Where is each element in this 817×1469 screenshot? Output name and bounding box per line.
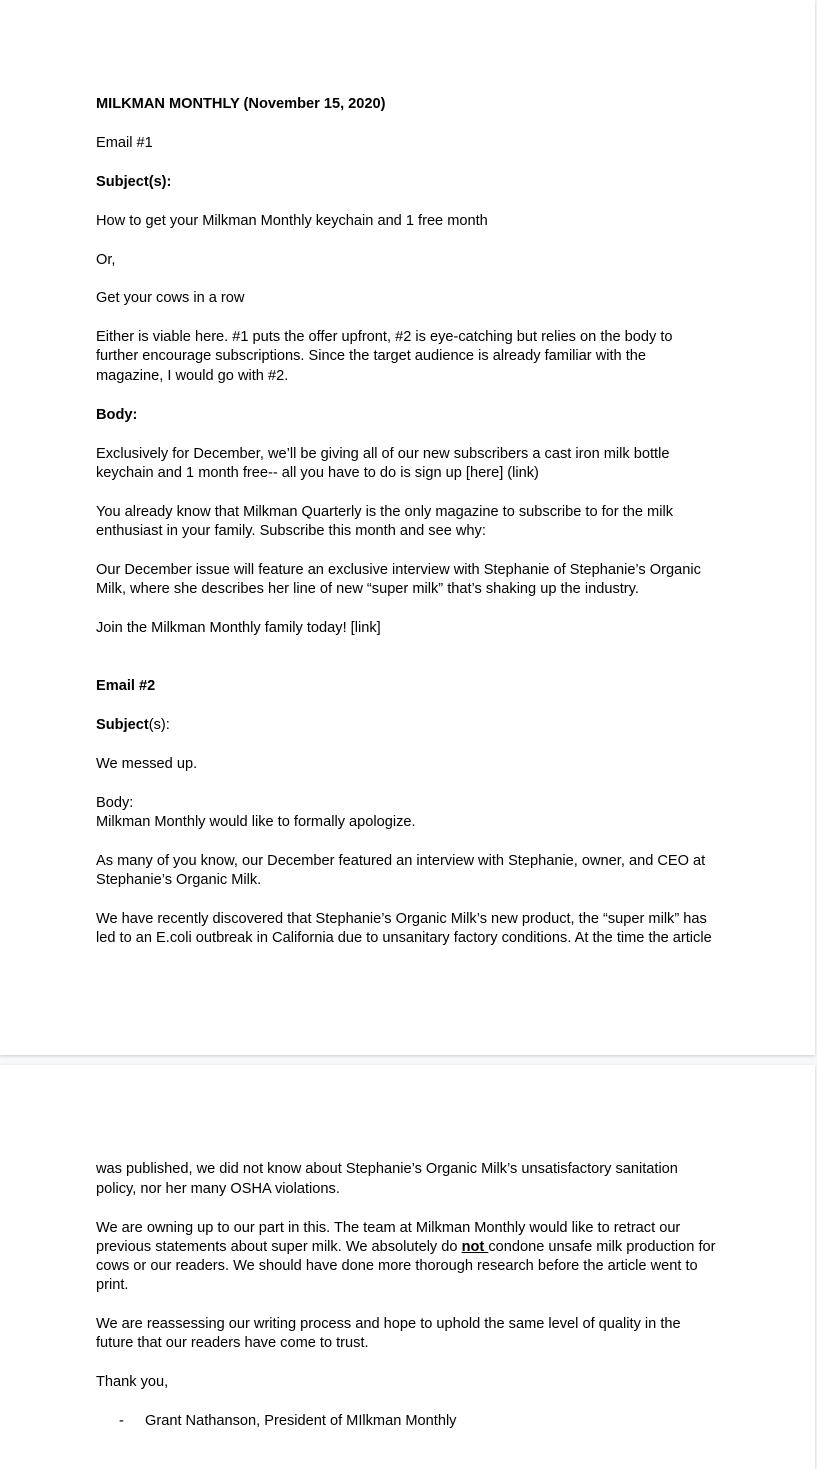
email-1-paragraph-line: Join the Milkman Monthly family today! [link] <box>96 620 381 636</box>
email-2-label: Email #2 <box>96 678 156 694</box>
email-2-subject-heading <box>96 716 726 735</box>
email-1-subject-option-2: Get your cows in a row <box>96 290 245 306</box>
email-2-paragraph-line: We are owning up to our part in this. The team at Milkman Monthly would like to retract our <box>96 1220 681 1236</box>
email-1-paragraph-line: Our December issue will feature an exclusive interview with Stephanie of Stephanie’s Organic <box>96 562 701 578</box>
email-1-paragraph-line: keychain and 1 month free-- all you have to do is sign up [here] (link) <box>96 465 539 481</box>
document-page-2 <box>0 1065 815 1469</box>
email-2-paragraph-line: Stephanie’s Organic Milk. <box>96 872 262 888</box>
email-2-paragraph-line: future that our readers have come to trust. <box>96 1335 369 1351</box>
email-1-paragraph-line: enthusiast in your family. Subscribe this month and see why: <box>96 523 486 539</box>
email-1-subject-option-1: How to get your Milkman Monthly keychain and 1 free month <box>96 213 488 229</box>
email-1-or: Or, <box>96 252 116 268</box>
emphasis-not: not <box>461 1239 489 1255</box>
email-2-body-first: Milkman Monthly would like to formally apologize. <box>96 814 416 830</box>
document-title: MILKMAN MONTHLY (November 15, 2020) <box>96 96 386 112</box>
email-2-paragraph-line <box>96 1238 726 1257</box>
email-2-closing: Thank you, <box>96 1374 169 1390</box>
email-1-paragraph-line: Exclusively for December, we’ll be giving all of our new subscribers a cast iron milk bottle <box>96 446 670 462</box>
email-2-paragraph-line: led to an E.coli outbreak in California due to unsanitary factory conditions. At the time the article <box>96 930 712 946</box>
email-2-text-fragment: previous statements about super milk. We absolutely do <box>96 1239 462 1255</box>
email-2-paragraph-line: policy, nor her many OSHA violations. <box>96 1181 340 1197</box>
email-1-label: Email #1 <box>96 135 153 151</box>
email-2-paragraph-line: was published, we did not know about Stephanie’s Organic Milk’s unsatisfactory sanitation <box>96 1161 678 1177</box>
email-2-paragraph-line: We have recently discovered that Stephanie’s Organic Milk’s new product, the “super milk” has <box>96 911 707 927</box>
email-1-note-line: further encourage subscriptions. Since the target audience is already familiar with the <box>96 348 646 364</box>
email-1-note-line: Either is viable here. #1 puts the offer upfront, #2 is eye-catching but relies on the body to <box>96 329 673 345</box>
email-2-subject-rest: (s): <box>148 717 170 733</box>
email-2-paragraph-line: cows or our readers. We should have done more thorough research before the article went to <box>96 1258 698 1274</box>
email-2-paragraph-line: print. <box>96 1277 129 1293</box>
email-2-paragraph-line: As many of you know, our December featured an interview with Stephanie, owner, and CEO at <box>96 853 706 869</box>
email-1-body-heading: Body: <box>96 407 138 423</box>
signature: Grant Nathanson, President of MIlkman Monthly <box>145 1413 457 1429</box>
email-1-note-line: magazine, I would go with #2. <box>96 368 289 384</box>
email-2-body-label: Body: <box>96 795 134 811</box>
email-1-paragraph-line: Milk, where she describes her line of new “super milk” that’s shaking up the industry. <box>96 581 639 597</box>
email-1-subject-heading: Subject(s): <box>96 174 172 190</box>
email-2-paragraph-line: We are reassessing our writing process and hope to uphold the same level of quality in the <box>96 1316 681 1332</box>
signature-list-item <box>119 1412 749 1431</box>
list-dash: - <box>119 1413 124 1429</box>
email-2-text-fragment: condone unsafe milk production for <box>488 1239 716 1255</box>
email-1-paragraph-line: You already know that Milkman Quarterly is the only magazine to subscribe to for the milk <box>96 504 673 520</box>
email-2-subject-bold: Subject <box>96 717 149 733</box>
email-2-subject-line: We messed up. <box>96 756 198 772</box>
